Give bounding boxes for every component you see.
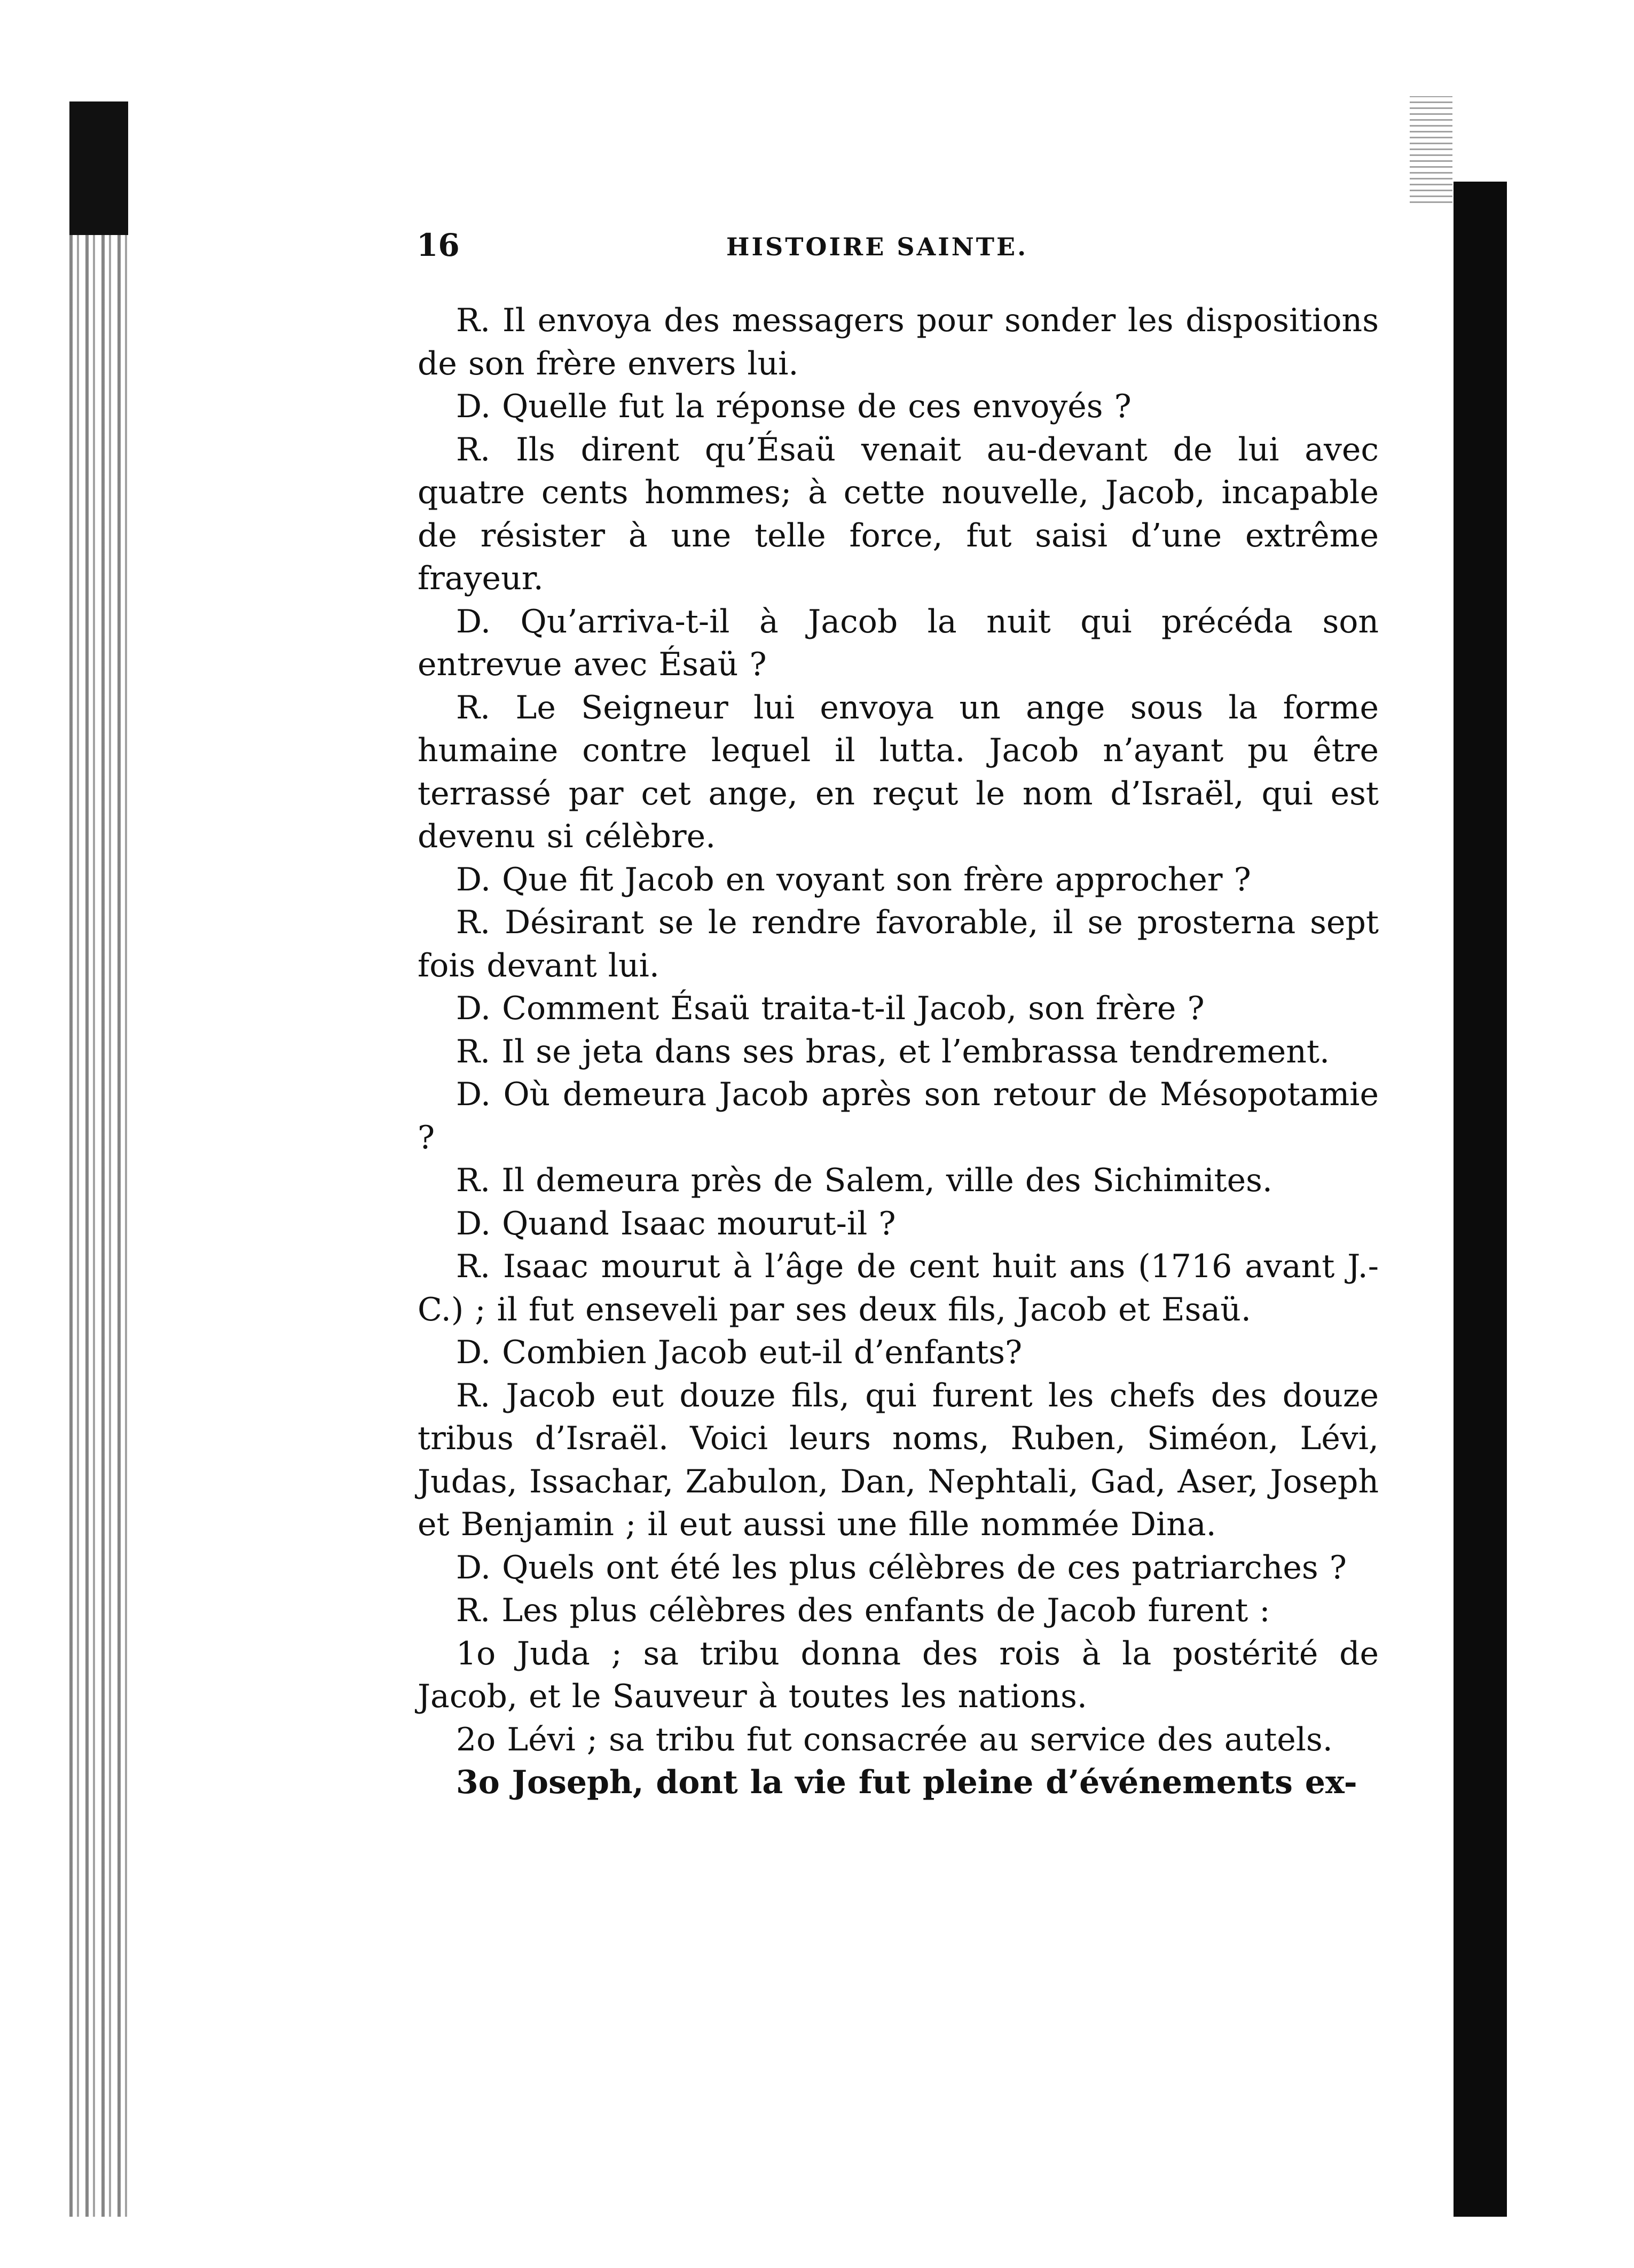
paragraph: R. Le Seigneur lui envoya un ange sous la forme humaine contre lequel il lutta. Jacob n’ayant pu être terrassé par cet ange, en reçut le nom d’Israël, qui est devenu si célèbre. <box>418 689 1379 855</box>
paragraph: D. Combien Jacob eut-il d’enfants? <box>456 1334 1023 1371</box>
paragraph: 2o Lévi ; sa tribu fut consacrée au service des autels. <box>456 1720 1333 1758</box>
paragraph: D. Comment Ésaü traita-t-il Jacob, son frère ? <box>456 990 1205 1027</box>
paragraph: R. Isaac mourut à l’âge de cent huit ans (1716 avant J.-C.) ; il fut enseveli par ses deux fils, Jacob et Esaü. <box>418 1248 1379 1328</box>
paragraph: R. Jacob eut douze fils, qui furent les chefs des douze tribus d’Israël. Voici leurs noms, Ruben, Siméon, Lévi, Judas, Issachar, Zabulon, Dan, Nephtali, Gad, Aser, Joseph et Benjamin ; il eut aussi une fille nommée Dina. <box>418 1377 1379 1543</box>
paragraph: D. Qu’arriva-t-il à Jacob la nuit qui précéda son entrevue avec Ésaü ? <box>418 603 1379 683</box>
page-number: 16 <box>417 227 460 263</box>
paragraph: R. Il demeura près de Salem, ville des Sichimites. <box>456 1162 1272 1199</box>
running-title: HISTOIRE SAINTE. <box>726 232 1028 261</box>
page-edge-shadow <box>1454 182 1507 2217</box>
paragraph: R. Désirant se le rendre favorable, il se prosterna sept fois devant lui. <box>418 904 1379 984</box>
paragraph: D. Que fit Jacob en voyant son frère approcher ? <box>456 861 1251 898</box>
paragraph: 3o Joseph, dont la vie fut pleine d’événements ex- <box>456 1764 1357 1801</box>
binding-edge <box>69 101 128 235</box>
paragraph: R. Il se jeta dans ses bras, et l’embrassa tendrement. <box>456 1033 1330 1070</box>
paragraph: R. Il envoya des messagers pour sonder les dispositions de son frère envers lui. <box>418 302 1379 382</box>
paragraph: D. Quels ont été les plus célèbres de ces patriarches ? <box>456 1549 1347 1586</box>
body-text <box>418 299 1379 1804</box>
paragraph: D. Quand Isaac mourut-il ? <box>456 1205 896 1242</box>
page-edge-noise <box>1410 96 1452 203</box>
binding-shadow <box>69 101 133 2217</box>
paragraph: R. Ils dirent qu’Ésaü venait au-devant de lui avec quatre cents hommes; à cette nouvelle, Jacob, incapable de résister à une telle force, fut saisi d’une extrême frayeur. <box>418 431 1379 597</box>
paragraph: D. Quelle fut la réponse de ces envoyés ? <box>456 388 1132 425</box>
paragraph: D. Où demeura Jacob après son retour de Mésopotamie ? <box>418 1076 1379 1156</box>
paragraph: R. Les plus célèbres des enfants de Jacob furent : <box>456 1592 1270 1629</box>
running-head <box>417 227 1089 264</box>
paragraph: 1o Juda ; sa tribu donna des rois à la postérité de Jacob, et le Sauveur à toutes les nations. <box>418 1634 1379 1715</box>
